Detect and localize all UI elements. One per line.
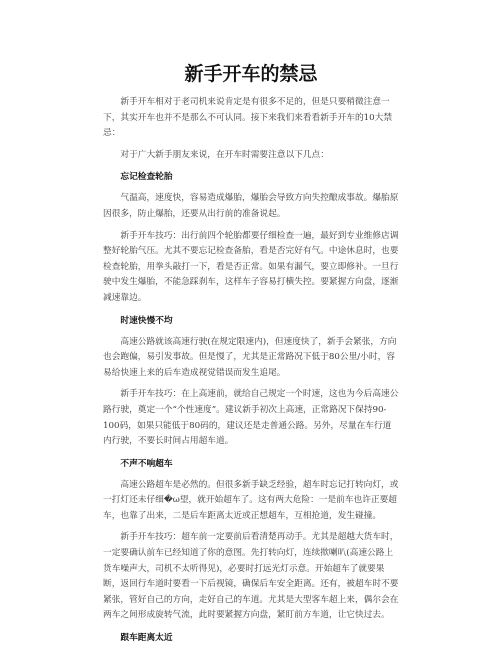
section-paragraph: 新手开车技巧：在上高速前，就给自己规定一个时速，这也为今后高速公路行驶，奠定一个“个性速度”。建议新手初次上高速，正常路况下保持90-100码，如果只能低于80码的，建议还是走普通公路。另外，尽量在车行道内行驶，不要长时间占用超车道。 (103, 389, 399, 447)
document-body (103, 95, 399, 652)
section-heading: 时速快慢不均 (120, 315, 173, 326)
document-title: 新手开车的禁忌 (184, 63, 318, 85)
section-paragraph: 气温高，速度快，容易造成爆胎，爆胎会导致方向失控酿成事故。爆胎原因很多，防止爆胎，还要从出行前的准备说起。 (103, 193, 399, 219)
section-heading: 不声不响超车 (120, 458, 173, 469)
section-paragraph: 高速公路超车是必然的。但很多新手缺乏经验，超车时忘记打转向灯，或一打灯还未仔细�ω望，就开始超车了。这有两大危险：一是前车也许正要超车，也靠了出来，二是后车距离太近或正想超车，互相抢道，发生碰撞。 (103, 479, 399, 521)
intro-paragraph: 新手开车相对于老司机来说肯定是有很多不足的，但是只要稍微注意一下，其实开车也并不是那么不可认同。接下来我们来看看新手开车的10大禁忌： (103, 97, 393, 139)
section-heading: 忘记检查轮胎 (120, 172, 173, 183)
lead-paragraph: 对于广大新手朋友来说，在开车时需要注意以下几点： (120, 149, 329, 160)
section-paragraph: 高速公路就该高速行驶(在规定限速内)，但速度快了，新手会紧张，方向也会跑偏，易引发事故。但是慢了，尤其是正常路况下低于80公里/小时，容易给快速上来的后车造成视觉错误而发生追尾。 (103, 336, 397, 378)
section-paragraph: 新手开车技巧：出行前四个轮胎都要仔细检查一遍，最好到专业维修店调整好轮胎气压。尤其不要忘记检查备胎，看是否完好有气。中途休息时，也要检查轮胎，用拳头敲打一下，看是否正常。如果有漏气，要立即修补。一旦行驶中发生爆胎，不能急踩刹车，这样车子容易打横失控。要紧握方向盘，逐渐减速靠边。 (103, 230, 399, 303)
section-heading: 跟车距离太近 (120, 633, 173, 644)
section-paragraph: 新手开车技巧：超车前一定要前后看清楚再动手。尤其是超越大货车时，一定要确认前车已经知道了你的意图。先打转向灯，连续揿喇叭(高速公路上货车噪声大，司机不太听得见)，必要时打远光灯示意。开始超车了就要果断，返回行车道时要看一下后视镜，确保后车安全距离。还有，被超车时不要紧张，管好自己的方向，走好自己的车道。尤其是大型客车超上来，偶尔会在两车之间形成旋转气流，此时要紧握方向盘，紧盯前方车道，让它快过去。 (103, 532, 399, 621)
